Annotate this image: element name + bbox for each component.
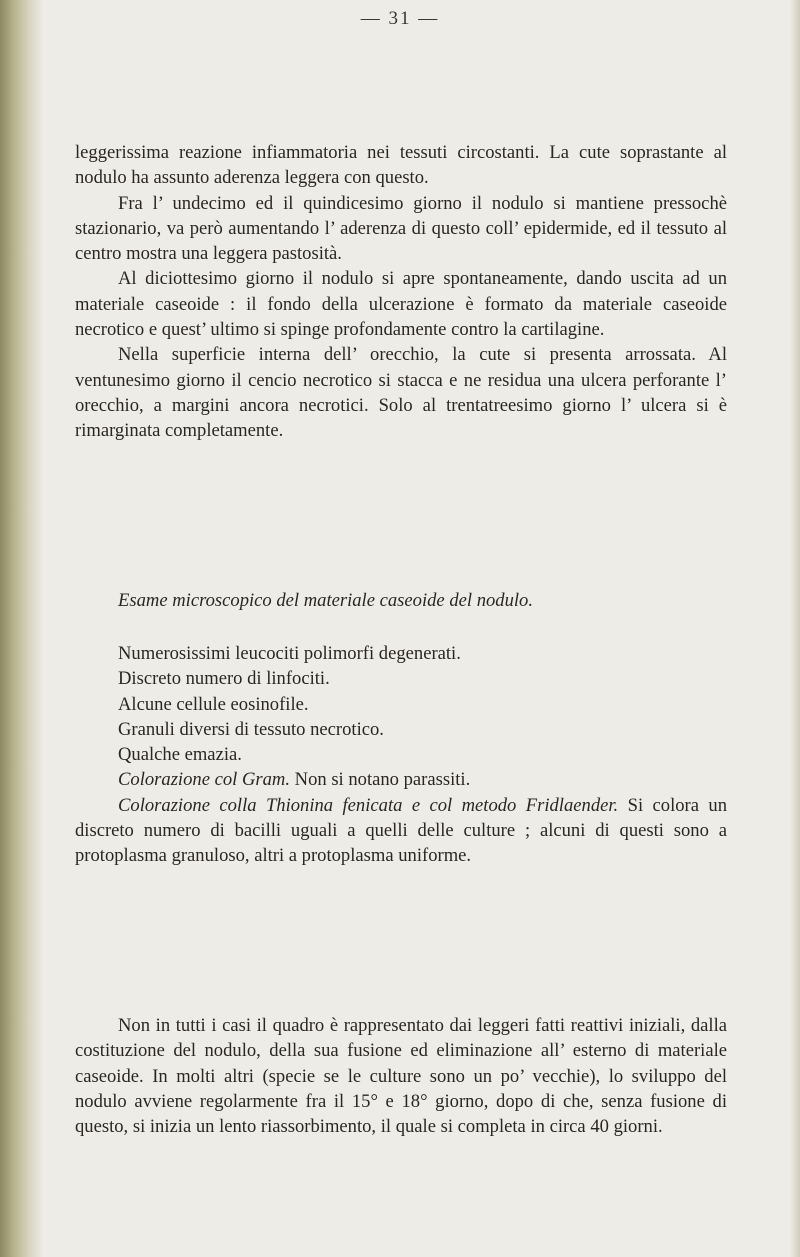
list-item: Qualche emazia. (118, 744, 242, 766)
book-spine-shadow (0, 0, 44, 1257)
body-text-bottom (75, 1013, 727, 1139)
paragraph: leggerissima reazione infiammatoria nei tessuti circostanti. La cute soprastante al nodulo ha assunto aderenza leggera con questo. (75, 142, 727, 189)
paragraph: Fra l’ undecimo ed il quindicesimo giorno il nodulo si mantiene pressochè stazionario, va però aumentando l’ aderenza di questo coll’ epidermide, ed il tessuto al centro mostra una leggera pastosità. (75, 192, 727, 265)
list-item (75, 767, 727, 792)
section-heading-text: Esame microscopico del materiale caseoide del nodulo. (118, 590, 533, 611)
list-item: Discreto numero di linfociti. (118, 668, 330, 690)
list-item: Granuli diversi di tessuto necrotico. (118, 718, 384, 740)
stain-result: Si colora un discreto numero di bacilli uguali a quelli delle culture ; alcuni di questi sono a protoplasma granuloso, altri a protoplasma uniforme. (75, 794, 727, 867)
paragraph: Nella superficie interna dell’ orecchio, la cute si presenta arrossata. Al ventunesimo giorno il cencio necrotico si stacca e ne residua una ulcera perforante l’ orecchio, a margini ancora necrotici. Solo al trentatreesimo giorno l’ ulcera si è rimarginata completamente. (75, 344, 727, 442)
list-item: Numerosissimi leucociti polimorfi degenerati. (118, 643, 461, 664)
findings-list (75, 641, 727, 869)
stain-label: Colorazione col Gram. (118, 769, 290, 791)
section-heading (75, 588, 727, 613)
body-text-top (75, 140, 727, 444)
page-edge-shadow (790, 0, 800, 1257)
list-item (75, 793, 727, 869)
list-item: Alcune cellule eosinofile. (118, 693, 309, 715)
stain-result: Non si notano parassiti. (290, 769, 471, 791)
paragraph: Non in tutti i casi il quadro è rappresentato dai leggeri fatti reattivi iniziali, dalla costituzione del nodulo, della sua fusione ed eliminazione all’ esterno di materiale caseoide. In molti altri (specie se le culture sono un po’ vecchie), lo sviluppo del nodulo avviene regolarmente fra il 15° e 18° giorno, dopo di che, senza fusione di questo, si inizia un lento riassorbimento, il quale si completa in circa 40 giorni. (75, 1015, 727, 1138)
page-number: — 31 — (360, 8, 440, 29)
stain-label: Colorazione colla Thionina fenicata e col metodo Fridlaender. (118, 794, 619, 816)
paragraph: Al diciottesimo giorno il nodulo si apre spontaneamente, dando uscita ad un materiale caseoide : il fondo della ulcerazione è formato da materiale caseoide necrotico e quest’ ultimo si spinge profondamente contro la cartilagine. (75, 268, 727, 341)
